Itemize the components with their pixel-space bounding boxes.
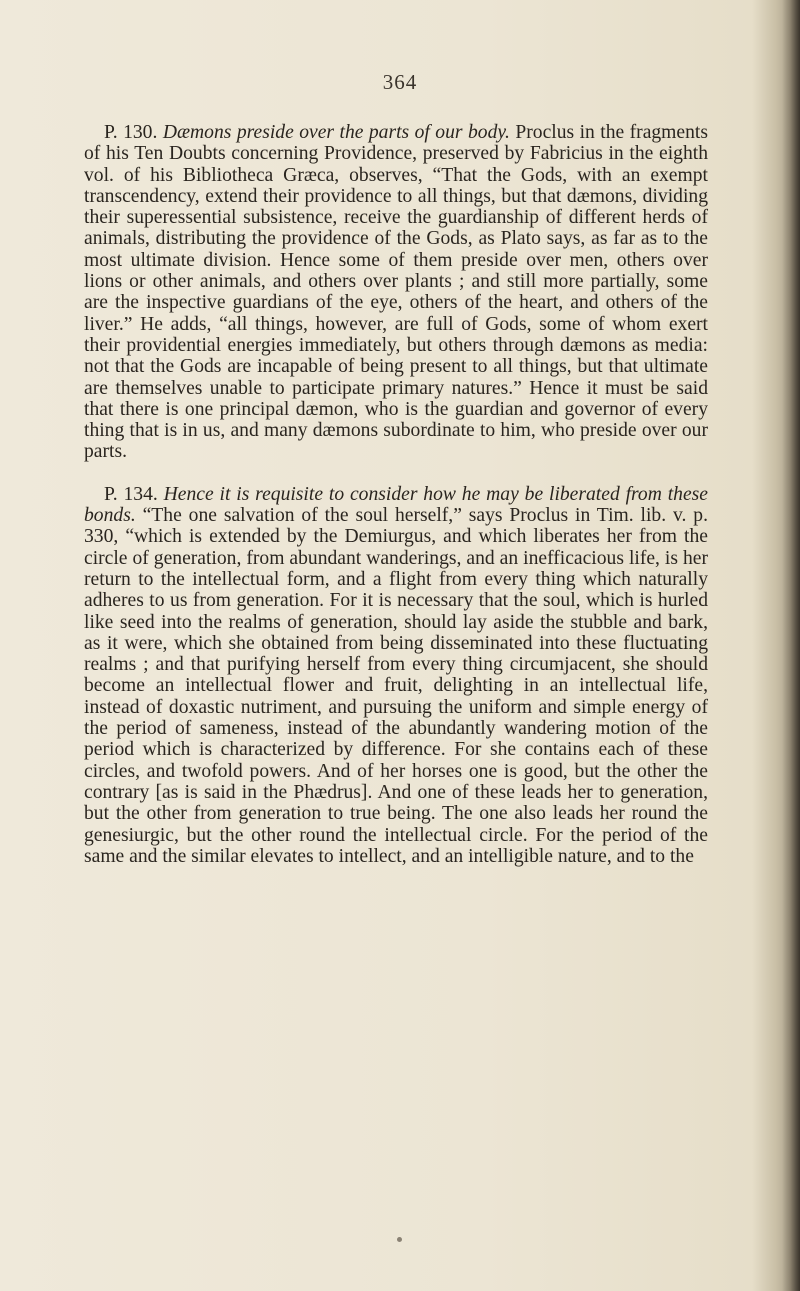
page-edge-shadow xyxy=(782,0,800,1291)
print-speck xyxy=(397,1237,402,1242)
paragraph-body: “The one salvation of the soul herself,” says Proclus in Tim. lib. v. p. 330, “which is extended by the Demiurgus, and which liberates her from the circle of generation, from abundant wanderings, and an inefficacious life, is her return to the intellectual form, and a flight from every thing which naturally adheres to us from generation. For it is necessary that the soul, which is hurled like seed into the realms of generation, should lay aside the stubble and bark, as it were, which she obtained from being disseminated into these fluctuating realms ; and that purifying herself from every thing circumjacent, she should become an intellectual flower and fruit, delighting in an intellectual life, instead of doxastic nutriment, and pursuing the uniform and simple energy of the period of sameness, instead of the abundantly wandering motion of the period which is characterized by difference. For she contains each of these circles, and twofold powers. And of her horses one is good, but the other the contrary [as is said in the Phædrus]. And one of these leads her to generation, but the other from generation to true being. The one also leads her round the genesiurgic, but the other round the intellectual circle. For the period of the same and the similar elevates to intellect, and an intelligible nature, and to the xyxy=(84,505,709,867)
page-number: 364 xyxy=(382,70,418,94)
paragraph-p134 xyxy=(84,484,708,867)
paragraph-reference: P. 130. xyxy=(104,122,158,143)
paragraph-reference: P. 134. xyxy=(104,483,158,505)
page-body xyxy=(84,122,708,867)
paragraph-p130 xyxy=(84,122,708,463)
paragraph-body: Proclus in the fragments of his Ten Doubts concerning Providence, preserved by Fabricius in the eighth vol. of his Bibliotheca Græca, observes, “That the Gods, with an exempt transcendency, extend their providence to all things, but that dæmons, dividing their superessential subsistence, receive the guardianship of different herds of animals, distributing the providence of the Gods, as Plato says, as far as to the most ultimate division. Hence some of them preside over men, others over lions or other animals, and others over plants ; and still more partially, some are the inspective guardians of the eye, others of the heart, and others of the liver.” He adds, “all things, however, are full of Gods, some of whom exert their providential energies immediately, but others through dæmons as media: not that the Gods are incapable of being present to all things, but that ultimate are themselves unable to participate primary natures.” Hence it must be said that there is one principal dæmon, who is the guardian and governor of every thing that is in us, and many dæmons subordinate to him, who preside over our parts. xyxy=(84,122,708,463)
paragraph-heading: Dæmons preside over the parts of our body. xyxy=(162,122,510,143)
paragraph-heading: Hence it is requisite to consider how he may be liberated from these bonds. xyxy=(84,483,708,527)
